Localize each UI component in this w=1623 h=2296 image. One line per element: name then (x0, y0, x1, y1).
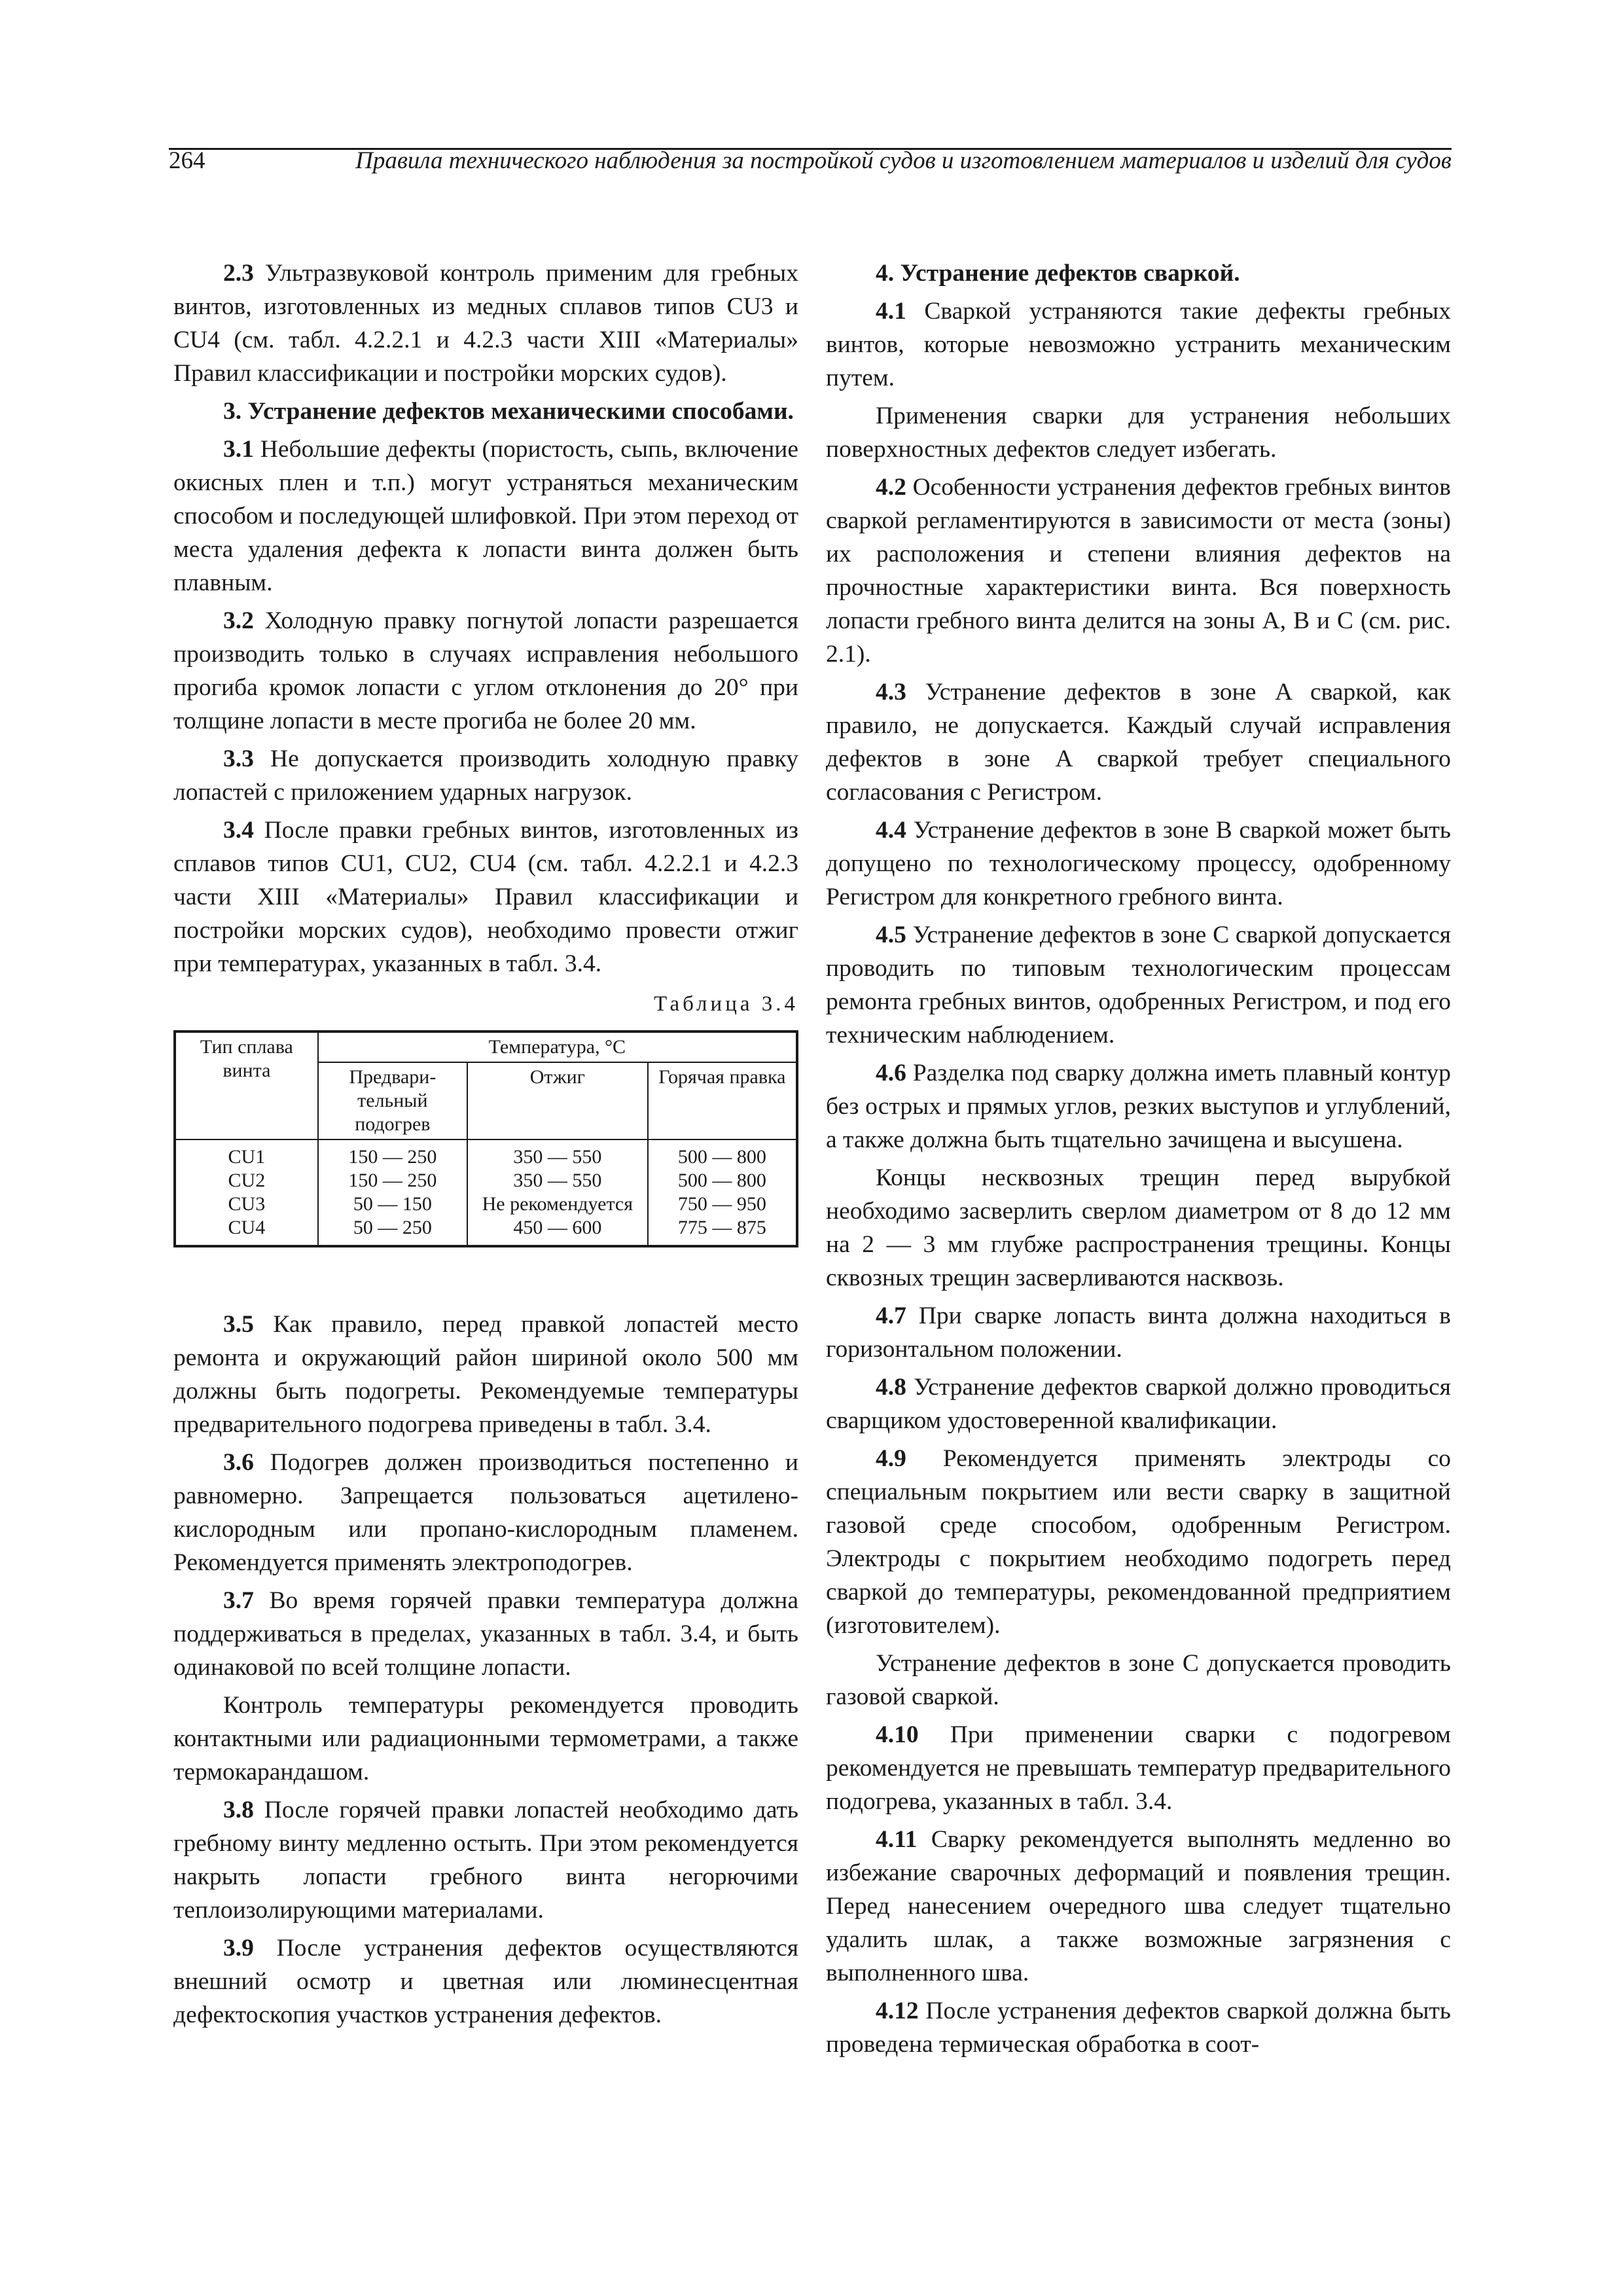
paragraph-3-5 (173, 1308, 798, 1441)
paragraph-4-9 (826, 1442, 1451, 1642)
clause-text: Холодную правку погнутой лопасти разрешается производить только в случаях исправления небольшого прогиба кромок лопасти с углом отклонения до 20° при толщине лопасти в месте прогиба не более 20 мм. (173, 607, 798, 734)
paragraph-3-7-cont: Контроль температуры рекомендуется проводить контактными или радиационными термометрами, а также термокарандашом. (173, 1692, 798, 1785)
paragraph-4-1-cont: Применения сварки для устранения небольших поверхностных дефектов следует избегать. (826, 403, 1451, 463)
table-cell: CU3 (228, 1193, 266, 1215)
page-number: 264 (169, 147, 205, 174)
paragraph-4-8 (826, 1371, 1451, 1437)
paragraph-4-9-cont: Устранение дефектов в зоне C допускается проводить газовой сваркой. (826, 1650, 1451, 1710)
paragraph-3-9 (173, 1931, 798, 2032)
clause-number: 3.9 (223, 1935, 254, 1962)
table-header-alloy-type: Тип сплава винта (175, 1031, 318, 1139)
section-heading-3: 3. Устранение дефектов механическими способами. (223, 398, 794, 425)
clause-text: Разделка под сварку должна иметь плавный контур без острых и прямых углов, резких выступов и углублений, а также должна быть тщательно зачищена и высушена. (826, 1060, 1451, 1153)
paragraph-3-7 (173, 1584, 798, 1684)
clause-text: Устранение дефектов в зоне C сваркой допускается проводить по типовым технологическим процессам ремонта гребных винтов, одобренных Регистром, и под его техническим наблюдением. (826, 922, 1451, 1049)
clause-text: Во время горячей правки температура должна поддерживаться в пределах, указанных в табл. 3.4, и быть одинаковой по всей толщине лопасти. (173, 1587, 798, 1681)
right-column (826, 257, 1451, 2066)
clause-text: При сварке лопасть винта должна находиться в горизонтальном положении. (826, 1302, 1451, 1363)
clause-text: После правки гребных винтов, изготовленных из сплавов типов CU1, CU2, CU4 (см. табл. 4.2.2.1 и 4.2.3 части XIII «Материалы» Правил классификации и постройки морских судов), необходимо провести отжиг при температурах, указанных в табл. 3.4. (173, 817, 798, 977)
clause-number: 3.1 (223, 436, 254, 463)
table-cell: 450 — 600 (513, 1217, 602, 1238)
clause-text: При применении сварки с подогревом рекомендуется не превышать температур предварительного подогрева, указанных в табл. 3.4. (826, 1721, 1451, 1815)
clause-text: Ультразвуковой контроль применим для гребных винтов, изготовленных из медных сплавов типов CU3 и CU4 (см. табл. 4.2.2.1 и 4.2.3 части XIII «Материалы» Правил классификации и постройки морских судов). (173, 260, 798, 387)
table-cell-preheat (318, 1139, 467, 1246)
section-heading-4: 4. Устранение дефектов сваркой. (876, 260, 1240, 287)
table-cell: 50 — 250 (353, 1217, 432, 1238)
clause-text: Не допускается производить холодную правку лопастей с приложением ударных нагрузок. (173, 745, 798, 806)
clause-number: 3.8 (223, 1797, 254, 1823)
clause-number: 3.4 (223, 817, 254, 844)
paragraph-3-1 (173, 433, 798, 600)
clause-number: 3.3 (223, 745, 254, 772)
paragraph-4-5 (826, 918, 1451, 1052)
clause-number: 4.5 (876, 922, 906, 948)
paragraph-4-2 (826, 471, 1451, 671)
paragraph-4-4 (826, 814, 1451, 914)
table-cell-types (175, 1139, 318, 1246)
clause-text: Устранение дефектов в зоне B сваркой может быть допущено по технологическому процессу, одобренному Регистром для конкретного гребного винта. (826, 817, 1451, 910)
clause-text: Особенности устранения дефектов гребных винтов сваркой регламентируются в зависимости от места (зоны) их расположения и степени влияния дефектов на прочностные характеристики винта. Вся поверхность лопасти гребного винта делится на зоны A, B и C (см. рис. 2.1). (826, 474, 1451, 668)
paragraph-2-3 (173, 257, 798, 390)
clause-number: 4.9 (876, 1445, 906, 1472)
clause-number: 4.8 (876, 1374, 906, 1401)
table-cell: CU2 (228, 1170, 266, 1191)
table-cell: 150 — 250 (348, 1170, 437, 1191)
table-cell: CU1 (228, 1146, 266, 1168)
clause-text: Подогрев должен производиться постепенно и равномерно. Запрещается пользоваться ацетилено-кислородным или пропано-кислородным пламенем. Рекомендуется применять электроподогрев. (173, 1449, 798, 1576)
clause-number: 3.2 (223, 607, 254, 634)
clause-text: Рекомендуется применять электроды со специальным покрытием или вести сварку в защитной газовой среде способом, одобренным Регистром. Электроды с покрытием необходимо подогреть перед сваркой до температуры, рекомендованной предприятием (изготовителем). (826, 1445, 1451, 1639)
clause-number: 4.3 (876, 679, 906, 706)
paragraph-3-6 (173, 1446, 798, 1579)
paragraph-3-8 (173, 1793, 798, 1927)
left-column (173, 257, 798, 2036)
clause-text: Сваркой устраняются такие дефекты гребных винтов, которые невозможно устранить механическим путем. (826, 298, 1451, 391)
paragraph-3-4 (173, 814, 798, 980)
clause-text: После горячей правки лопастей необходимо дать гребному винту медленно остыть. При этом рекомендуется накрыть лопасти гребного винта негорючими теплоизолирующими материалами. (173, 1797, 798, 1924)
clause-number: 3.6 (223, 1449, 254, 1476)
running-title: Правила технического наблюдения за постройкой судов и изготовлением материалов и изделий для судов (355, 147, 1452, 174)
clause-text: Устранение дефектов сваркой должно проводиться сварщиком удостоверенной квалификации. (826, 1374, 1451, 1434)
clause-number: 4.7 (876, 1302, 906, 1329)
paragraph-3-3 (173, 742, 798, 809)
table-cell: 150 — 250 (348, 1146, 437, 1168)
paragraph-3-2 (173, 604, 798, 738)
clause-text: Как правило, перед правкой лопастей место ремонта и окружающий район шириной около 500 мм должны быть подогреты. Рекомендуемые температуры предварительного подогрева приведены в табл. 3.4. (173, 1311, 798, 1438)
paragraph-4-3 (826, 675, 1451, 809)
clause-number: 4.4 (876, 817, 906, 844)
table-cell-annealing (467, 1139, 648, 1246)
table-cell: Не рекомендуется (482, 1193, 633, 1215)
clause-number: 3.5 (223, 1311, 254, 1338)
table-cell: 775 — 875 (677, 1217, 766, 1238)
paragraph-4-6 (826, 1056, 1451, 1157)
table-header-temperature: Температура, °С (318, 1031, 797, 1062)
clause-number: 2.3 (223, 260, 254, 287)
table-cell: 500 — 800 (677, 1146, 766, 1168)
paragraph-4-7 (826, 1299, 1451, 1366)
clause-text: Небольшие дефекты (пористость, сыпь, включение окисных плен и т.п.) могут устраняться механическим способом и последующей шлифовкой. При этом переход от места удаления дефекта к лопасти винта должен быть плавным. (173, 436, 798, 596)
table-cell: 50 — 150 (353, 1193, 432, 1215)
clause-number: 4.2 (876, 474, 906, 501)
paragraph-4-6-cont: Концы несквозных трещин перед вырубкой необходимо засверлить сверлом диаметром от 8 до 12 мм на 2 — 3 мм глубже распространения трещины. Концы сквозных трещин засверливаются насквозь. (826, 1164, 1451, 1291)
paragraph-4-1 (826, 295, 1451, 395)
table-header-hot-straightening: Горячая правка (648, 1062, 797, 1139)
clause-text: Сварку рекомендуется выполнять медленно во избежание сварочных деформаций и появления трещин. Перед нанесением очередного шва следует тщательно удалить шлак, а также возможные загрязнения с выполненного шва. (826, 1826, 1451, 1986)
table-cell: 750 — 950 (677, 1193, 766, 1215)
table-header-annealing: Отжиг (467, 1062, 648, 1139)
table-cell-hot-straightening (648, 1139, 797, 1246)
clause-number: 4.11 (876, 1826, 918, 1853)
clause-text: После устранения дефектов сваркой должна быть проведена термическая обработка в соот- (826, 1998, 1451, 2058)
table-cell: CU4 (228, 1217, 266, 1238)
table-header-preheat: Предвари-тельный подогрев (318, 1062, 467, 1139)
paragraph-4-12 (826, 1994, 1451, 2061)
clause-number: 4.6 (876, 1060, 906, 1086)
clause-text: Устранение дефектов в зоне A сваркой, как правило, не допускается. Каждый случай исправления дефектов в зоне A сваркой требует специального согласования с Регистром. (826, 679, 1451, 806)
table-cell: 500 — 800 (677, 1170, 766, 1191)
clause-number: 3.7 (223, 1587, 254, 1614)
table-cell: 350 — 550 (513, 1146, 602, 1168)
clause-number: 4.1 (876, 298, 906, 325)
clause-number: 4.12 (876, 1998, 919, 2024)
page-header (169, 145, 1452, 174)
paragraph-4-11 (826, 1823, 1451, 1990)
clause-text: После устранения дефектов осуществляются внешний осмотр и цветная или люминесцентная дефектоскопия участков устранения дефектов. (173, 1935, 798, 2028)
table-cell: 350 — 550 (513, 1170, 602, 1191)
paragraph-4-10 (826, 1718, 1451, 1818)
temperature-table (173, 1030, 798, 1247)
table-caption: Таблица 3.4 (654, 992, 798, 1016)
clause-number: 4.10 (876, 1721, 919, 1748)
